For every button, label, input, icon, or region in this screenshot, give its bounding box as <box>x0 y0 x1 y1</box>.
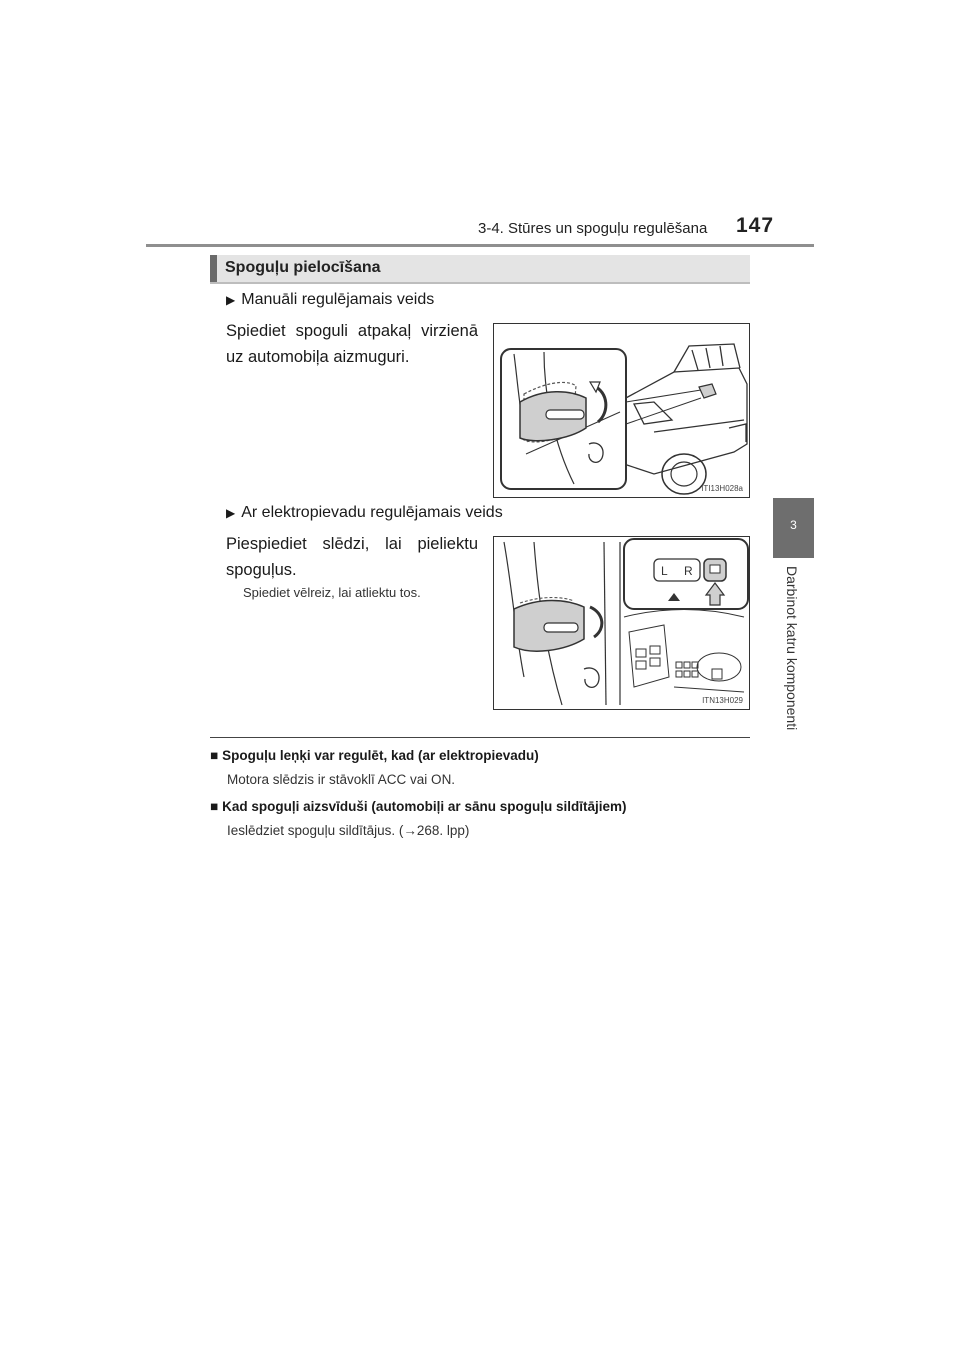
triangle-bullet-icon: ▶ <box>226 506 236 520</box>
note-heading <box>210 799 626 814</box>
note-heading-text: Spoguļu leņķi var regulēt, kad (ar elektropievadu) <box>222 748 539 763</box>
note-body: Ieslēdziet spoguļu sildītājus. (→268. lpp) <box>227 823 470 838</box>
note-body: Motora slēdzis ir stāvoklī ACC vai ON. <box>227 772 456 787</box>
switch-label-right: R <box>684 564 693 578</box>
page-number: 147 <box>736 214 775 237</box>
section-heading-bar <box>210 255 750 284</box>
electric-mirror-figure <box>493 536 750 710</box>
note-heading-text: Kad spoguļi aizsvīduši (automobiļi ar sānu spoguļu sildītājiem) <box>222 799 627 814</box>
header-rule <box>146 244 814 247</box>
chapter-title-vertical: Darbinot katru komponenti <box>784 566 800 731</box>
square-bullet-icon: ■ <box>210 799 219 814</box>
square-bullet-icon: ■ <box>210 748 219 763</box>
electric-instruction: Piespiediet slēdzi, lai pieliektu spoguļus. <box>226 535 478 579</box>
manual-heading-text: Manuāli regulējamais veids <box>241 291 435 308</box>
triangle-bullet-icon: ▶ <box>226 293 236 307</box>
notes-divider <box>210 737 750 738</box>
manual-heading <box>226 291 434 309</box>
running-header-section: 3-4. Stūres un spoguļu regulēšana <box>478 220 708 237</box>
electric-heading <box>226 504 503 522</box>
figure-code: ITI13H028a <box>701 484 743 493</box>
manual-mirror-figure <box>493 323 750 498</box>
section-title: Spoguļu pielocīšana <box>225 259 381 276</box>
manual-mirror-illustration <box>494 324 749 497</box>
electric-heading-text: Ar elektropievadu regulējamais veids <box>241 504 503 521</box>
section-marker <box>210 255 217 282</box>
note-heading <box>210 748 539 763</box>
chapter-tab: 3 <box>773 498 814 558</box>
manual-instruction: Spiediet spoguli atpakaļ virzienā uz automobiļa aizmuguri. <box>226 322 478 366</box>
electric-sub-note: Spiediet vēlreiz, lai atliektu tos. <box>243 585 421 600</box>
switch-label-left: L <box>661 564 668 578</box>
figure-code: ITN13H029 <box>702 696 743 705</box>
electric-mirror-illustration <box>494 537 749 709</box>
